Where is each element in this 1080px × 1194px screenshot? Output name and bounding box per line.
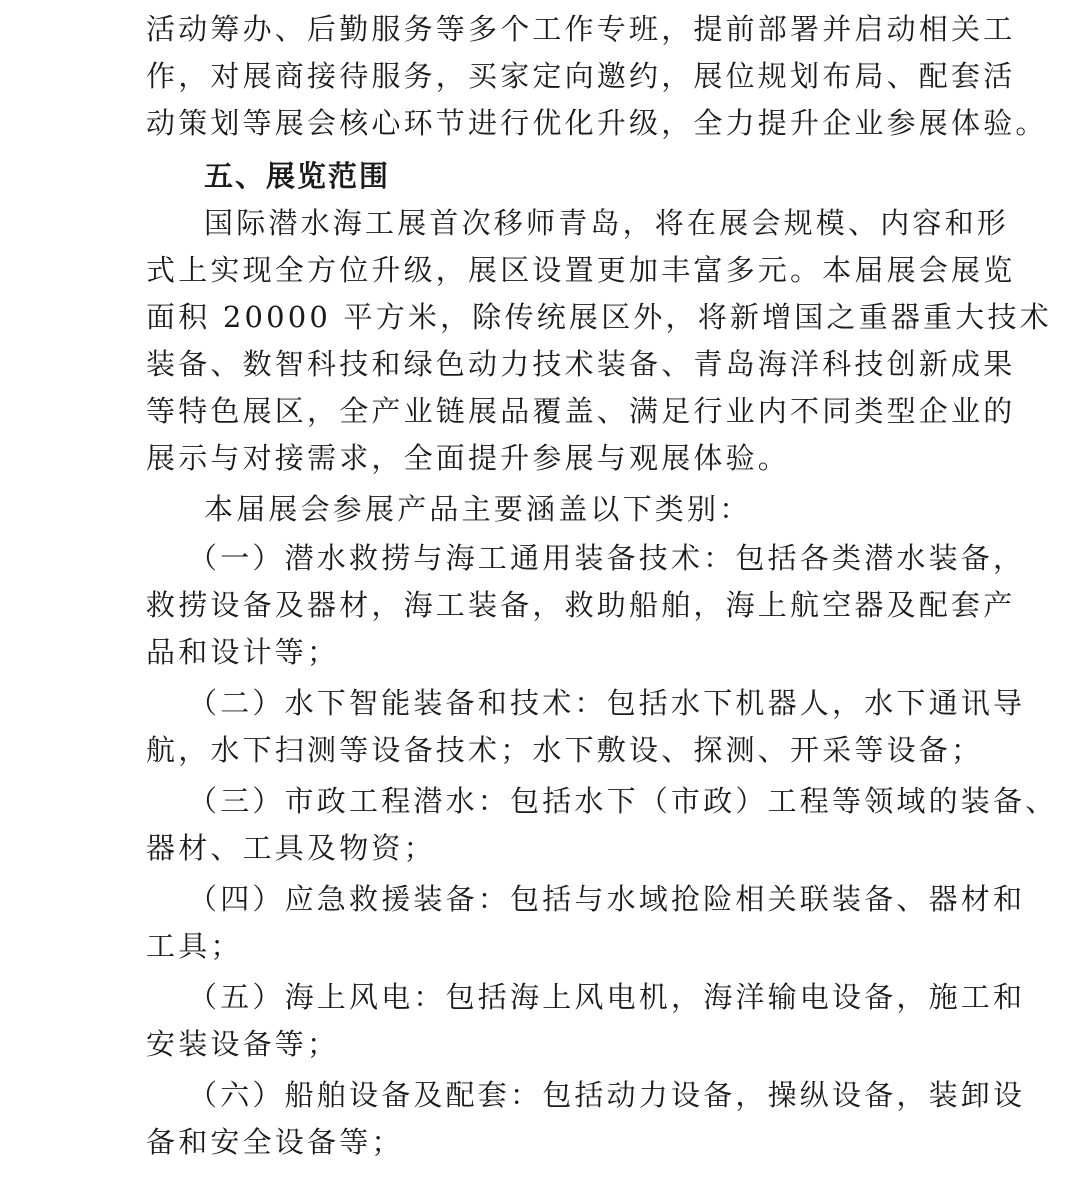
document-page bbox=[146, 6, 1058, 1166]
text-line: 作，对展商接待服务，买家定向邀约，展位规划布局、配套活 bbox=[146, 59, 1016, 93]
section-heading: 五、展览范围 bbox=[204, 159, 391, 193]
category-list bbox=[146, 535, 1058, 1166]
text-line: 备和安全设备等； bbox=[146, 1125, 404, 1159]
category-item bbox=[146, 974, 1026, 1068]
category-item bbox=[146, 535, 1026, 676]
text-line: 器材、工具及物资； bbox=[146, 831, 436, 865]
text-line: 航，水下扫测等设备技术；水下敷设、探测、开采等设备； bbox=[146, 733, 984, 767]
text-line: （一）潜水救捞与海工通用装备技术：包括各类潜水装备， bbox=[188, 541, 1026, 575]
text-line: （四）应急救援装备：包括与水域抢险相关联装备、器材和 bbox=[188, 882, 1026, 916]
text-line: 装备、数智科技和绿色动力技术装备、青岛海洋科技创新成果 bbox=[146, 347, 1016, 381]
category-item bbox=[146, 1072, 1026, 1166]
paragraph-categories-intro: 本届展会参展产品主要涵盖以下类别： bbox=[204, 492, 752, 526]
paragraph-intro bbox=[146, 6, 1048, 147]
text-line: 国际潜水海工展首次移师青岛，将在展会规模、内容和形 bbox=[204, 206, 1010, 240]
text-line: 动策划等展会核心环节进行优化升级，全力提升企业参展体验。 bbox=[146, 106, 1048, 140]
text-line: 救捞设备及器材，海工装备，救助船舶，海上航空器及配套产 bbox=[146, 588, 1016, 622]
category-item bbox=[146, 876, 1026, 970]
text-line: 面积 20000 平方米，除传统展区外，将新增国之重器重大技术 bbox=[146, 300, 1052, 334]
text-line: 等特色展区，全产业链展品覆盖、满足行业内不同类型企业的 bbox=[146, 394, 1016, 428]
text-line: 安装设备等； bbox=[146, 1027, 340, 1061]
text-line: 品和设计等； bbox=[146, 635, 340, 669]
category-item bbox=[146, 778, 1058, 872]
text-line: （六）船舶设备及配套：包括动力设备，操纵设备，装卸设 bbox=[188, 1078, 1026, 1112]
paragraph-scope bbox=[146, 200, 1052, 482]
category-item bbox=[146, 680, 1026, 774]
text-line: （五）海上风电：包括海上风电机，海洋输电设备，施工和 bbox=[188, 980, 1026, 1014]
text-line: 活动筹办、后勤服务等多个工作专班，提前部署并启动相关工 bbox=[146, 12, 1016, 46]
text-line: （二）水下智能装备和技术：包括水下机器人，水下通讯导 bbox=[188, 686, 1026, 720]
text-line: 工具； bbox=[146, 929, 243, 963]
text-line: 式上实现全方位升级，展区设置更加丰富多元。本届展会展览 bbox=[146, 253, 1016, 287]
text-line: 展示与对接需求，全面提升参展与观展体验。 bbox=[146, 441, 791, 475]
text-line: （三）市政工程潜水：包括水下（市政）工程等领域的装备、 bbox=[188, 784, 1058, 818]
